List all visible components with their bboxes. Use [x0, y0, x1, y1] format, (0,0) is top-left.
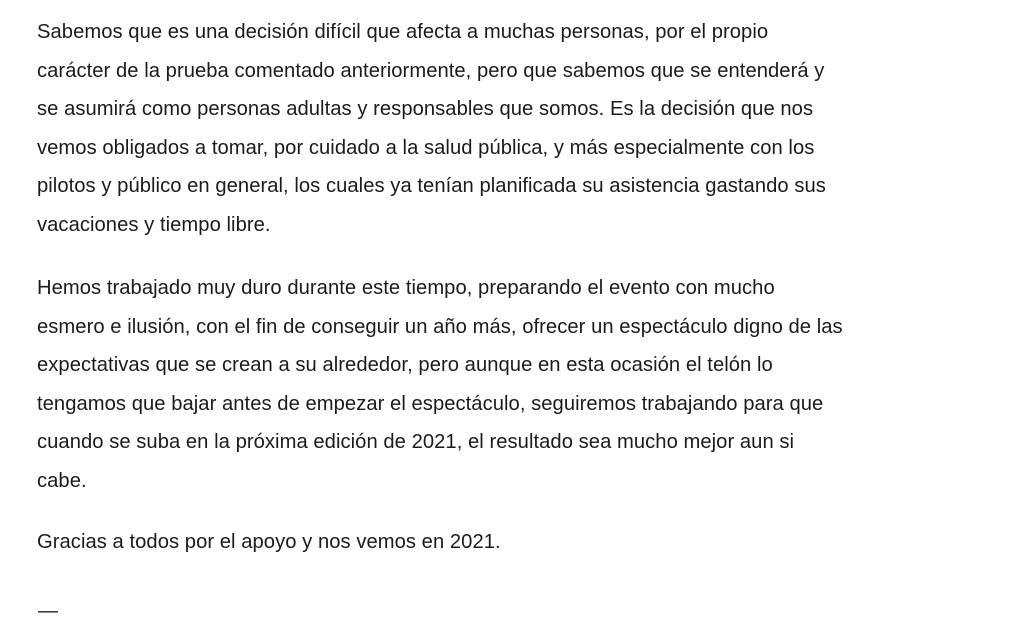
article-body: [37, 13, 1012, 562]
text-line: vemos obligados a tomar, por cuidado a la salud pública, y más especialmente con los: [37, 136, 815, 159]
cut-off-text-fragment: —: [38, 600, 58, 622]
text-line: vacaciones y tiempo libre.: [37, 213, 271, 236]
text-line: tengamos que bajar antes de empezar el espectáculo, seguiremos trabajando para que: [37, 392, 824, 415]
text-line: cuando se suba en la próxima edición de 2021, el resultado sea mucho mejor aun si: [37, 431, 795, 453]
text-line: se asumirá como personas adultas y responsables que somos. Es la decisión que nos: [37, 98, 814, 120]
text-line: carácter de la prueba comentado anteriormente, pero que sabemos que se entenderá y: [37, 59, 825, 82]
paragraph-thanks: [37, 523, 1012, 562]
paragraph-effort: [37, 269, 1012, 500]
text-line: cabe.: [37, 469, 87, 492]
text-line: Gracias a todos por el apoyo y nos vemos en 2021.: [37, 531, 501, 553]
text-line: Hemos trabajado muy duro durante este tiempo, preparando el evento con mucho: [37, 277, 775, 299]
text-line: esmero e ilusión, con el fin de conseguir un año más, ofrecer un espectáculo digno de las: [37, 315, 843, 338]
paragraph-decision: [37, 13, 1012, 244]
text-line: expectativas que se crean a su alrededor, pero aunque en esta ocasión el telón lo: [37, 354, 773, 376]
text-line: Sabemos que es una decisión difícil que afecta a muchas personas, por el propio: [37, 21, 769, 43]
text-line: pilotos y público en general, los cuales ya tenían planificada su asistencia gastando sus: [37, 175, 826, 197]
